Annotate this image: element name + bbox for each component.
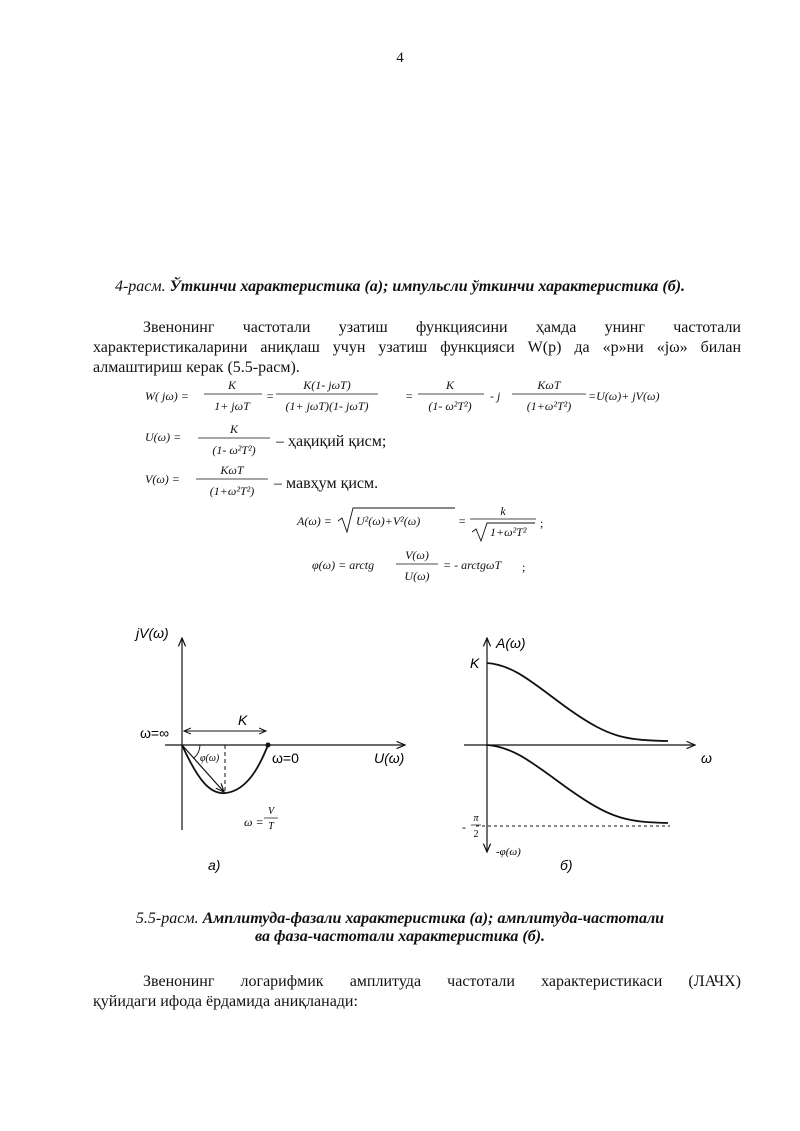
svg-text:U(ω) =: U(ω) = xyxy=(145,430,182,444)
svg-text:K: K xyxy=(445,378,455,392)
svg-text:KωT: KωT xyxy=(537,378,561,392)
svg-text:– ҳақиқий қисм;: – ҳақиқий қисм; xyxy=(276,433,387,450)
figure-5-5-caption xyxy=(60,910,740,946)
k-label: K xyxy=(238,712,248,728)
figure-4-caption xyxy=(60,278,740,296)
svg-text:π: π xyxy=(473,813,479,824)
paragraph-line-2: қуйидаги ифода ёрдамида аниқланади: xyxy=(93,993,358,1010)
svg-text:1+ω²T²: 1+ω²T² xyxy=(490,525,527,539)
svg-text:U²(ω)+V²(ω): U²(ω)+V²(ω) xyxy=(356,514,421,528)
subfigure-a-label: а) xyxy=(208,857,221,873)
svg-text:K: K xyxy=(227,378,237,392)
figure-a-amplitude-phase xyxy=(120,620,420,880)
svg-text:K(1- jωT): K(1- jωT) xyxy=(303,378,351,392)
svg-text:(1+ω²T²): (1+ω²T²) xyxy=(526,399,572,413)
paragraph-lachx xyxy=(93,972,741,1012)
svg-text:;: ; xyxy=(540,516,544,530)
svg-text:A(ω) =: A(ω) = xyxy=(297,514,332,528)
phi-label: -φ(ω) xyxy=(496,846,521,858)
svg-text:V: V xyxy=(267,806,275,817)
svg-text:=: = xyxy=(405,389,414,403)
svg-text:2: 2 xyxy=(473,829,479,840)
figure-b-amplitude-frequency xyxy=(440,620,740,880)
svg-text:U(ω): U(ω) xyxy=(404,569,430,583)
svg-text:(1+ω²T²): (1+ω²T²) xyxy=(209,484,255,498)
svg-text:=: = xyxy=(458,514,467,528)
svg-text:V(ω) =: V(ω) = xyxy=(145,472,180,486)
amplitude-curve xyxy=(487,663,668,741)
svg-text:=: = xyxy=(266,389,275,403)
phase-curve xyxy=(487,745,668,823)
svg-text:– мавҳум қисм.: – мавҳум қисм. xyxy=(274,475,379,492)
k-label: K xyxy=(470,655,480,671)
caption-title: Ўткинчи характеристика (а); импульсли ўткинчи характеристика (б). xyxy=(169,278,686,295)
x-label: U(ω) xyxy=(374,750,405,766)
svg-text:φ(ω) = arctg: φ(ω) = arctg xyxy=(312,558,375,572)
svg-text:= - arctgωT: = - arctgωT xyxy=(443,558,502,572)
y-label: jV(ω) xyxy=(136,625,169,641)
phi-label: φ(ω) xyxy=(200,753,220,764)
svg-text:-: - xyxy=(462,820,466,834)
svg-text:(1- ω²T²): (1- ω²T²) xyxy=(428,399,472,413)
paragraph-transfer-function xyxy=(93,318,741,378)
omega-zero-label: ω=0 xyxy=(272,750,299,766)
paragraph-line-3: алмаштириш керак (5.5-расм). xyxy=(93,359,300,376)
formula-block xyxy=(0,375,800,590)
omega-eq-label: ω = xyxy=(244,815,264,829)
omega-infinity-label: ω=∞ xyxy=(140,725,170,741)
caption-title-line-2: ва фаза-частотали характеристика (б). xyxy=(254,928,546,945)
paragraph-line-1: Звенонинг частотали узатиш функциясини ҳамда унинг частотали xyxy=(143,319,741,336)
y-label: A(ω) xyxy=(496,635,526,651)
svg-text:KωT: KωT xyxy=(220,463,244,477)
x-label: ω xyxy=(701,750,712,766)
paragraph-line-2: характеристикаларини аниқлаш учун узатиш функцияси W(p) да «p»ни «jω» билан xyxy=(93,339,742,356)
page-number: 4 xyxy=(396,50,404,66)
svg-text:=U(ω)+ jV(ω): =U(ω)+ jV(ω) xyxy=(588,389,660,403)
subfigure-b-label: б) xyxy=(560,857,573,873)
svg-text:V(ω): V(ω) xyxy=(405,548,429,562)
paragraph-line-1: Звенонинг логарифмик амплитуда частотали характеристикаси (ЛАЧХ) xyxy=(143,973,741,990)
caption-title-line-1: Амплитуда-фазали характеристика (а); амплитуда-частотали xyxy=(202,910,665,927)
caption-prefix: 4-расм. xyxy=(114,278,166,295)
svg-text:;: ; xyxy=(522,560,526,574)
svg-text:k: k xyxy=(500,504,506,518)
svg-text:- j: - j xyxy=(490,389,501,403)
svg-text:1+ jωT: 1+ jωT xyxy=(214,399,250,413)
svg-text:(1+ jωT)(1- jωT): (1+ jωT)(1- jωT) xyxy=(285,399,369,413)
svg-text:K: K xyxy=(229,422,239,436)
svg-text:(1- ω²T²): (1- ω²T²) xyxy=(212,443,256,457)
caption-prefix: 5.5-расм. xyxy=(135,910,199,927)
w-lhs: W( jω) = xyxy=(145,389,189,403)
svg-text:T: T xyxy=(268,821,274,832)
